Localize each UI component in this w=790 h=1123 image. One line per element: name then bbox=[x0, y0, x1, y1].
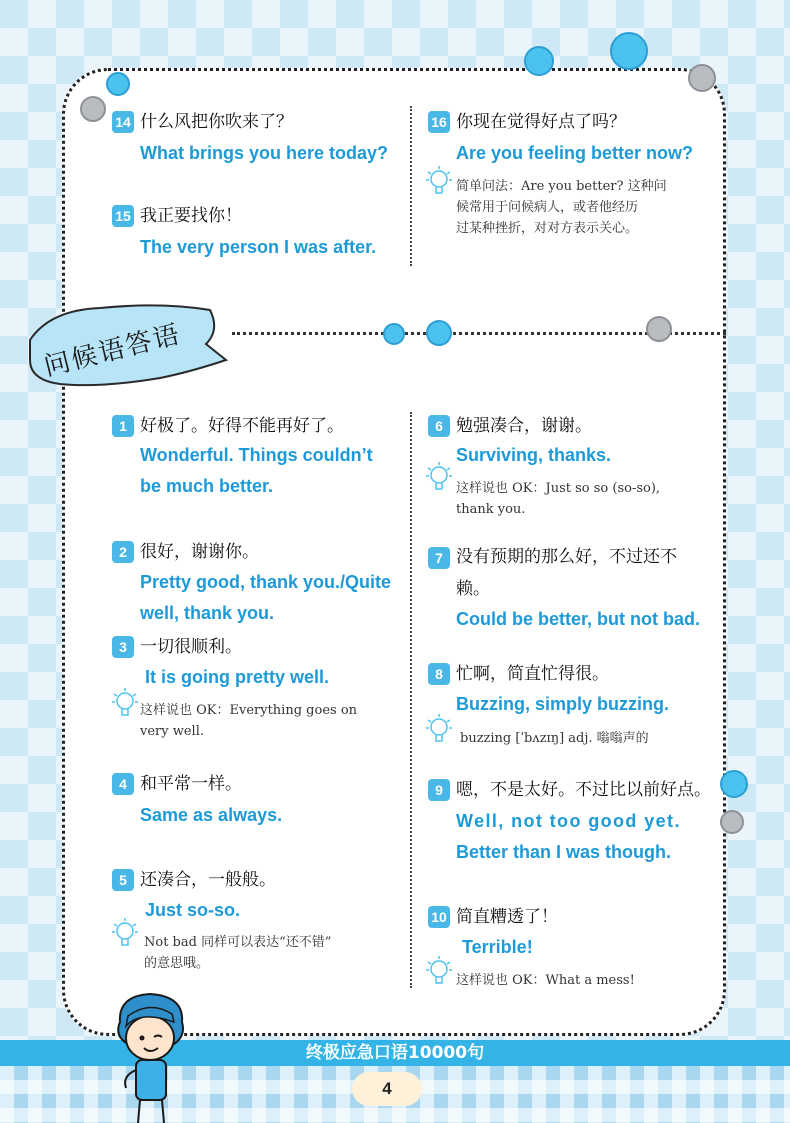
decor-dot bbox=[688, 64, 716, 92]
column-divider bbox=[410, 106, 412, 266]
section-title: 问候语答语 bbox=[41, 319, 185, 383]
phrase-english: It is going pretty well. bbox=[145, 667, 330, 687]
phrase-number: 14 bbox=[112, 111, 134, 133]
phrase-number: 1 bbox=[112, 415, 134, 437]
decor-dot bbox=[720, 770, 748, 798]
note-line: 这样说也 OK：Everything goes on bbox=[140, 703, 358, 718]
decor-dot bbox=[106, 72, 130, 96]
phrase-english bbox=[140, 567, 391, 629]
phrase-english bbox=[456, 806, 681, 868]
page-number: 4 bbox=[352, 1072, 422, 1106]
phrase-chinese: 还凑合，一般般。 bbox=[140, 870, 276, 890]
note-line: 这样说也 OK：What a mess! bbox=[456, 973, 635, 988]
phrase-english: Terrible! bbox=[462, 937, 533, 957]
phrase-english: What brings you here today? bbox=[140, 143, 389, 163]
decor-dot bbox=[524, 46, 554, 76]
phrase-english bbox=[140, 440, 373, 502]
decor-dot bbox=[426, 320, 452, 346]
note-line: 这样说也 OK：Just so so (so-so), bbox=[456, 481, 661, 496]
note-line: Not bad 同样可以表达“还不错” bbox=[144, 935, 332, 950]
decor-dot bbox=[646, 316, 672, 342]
lightbulb-icon bbox=[112, 688, 138, 724]
phrase-number: 7 bbox=[428, 547, 450, 569]
phrase-chinese: 我正要找你！ bbox=[140, 206, 242, 226]
phrase-chinese: 一切很顺利。 bbox=[140, 637, 242, 657]
note-line: very well. bbox=[140, 724, 204, 739]
decor-dot bbox=[610, 32, 648, 70]
column-divider bbox=[410, 412, 412, 988]
lightbulb-icon bbox=[426, 714, 452, 750]
phrase-number: 2 bbox=[112, 541, 134, 563]
lightbulb-icon bbox=[426, 956, 452, 992]
phrase-number: 15 bbox=[112, 205, 134, 227]
phrase-chinese: 你现在觉得好点了吗？ bbox=[456, 112, 626, 132]
usage-note bbox=[140, 700, 357, 742]
phrase-chinese: 简直糟透了！ bbox=[456, 907, 558, 927]
english-line: well, thank you. bbox=[140, 603, 275, 623]
phrase-number: 10 bbox=[428, 906, 450, 928]
english-line: be much better. bbox=[140, 476, 274, 496]
phrase-english: Same as always. bbox=[140, 805, 283, 825]
phrase-english: Just so-so. bbox=[145, 900, 241, 920]
phrase-english: Are you feeling better now? bbox=[456, 143, 694, 163]
lightbulb-icon bbox=[426, 462, 452, 498]
usage-note bbox=[456, 478, 660, 520]
usage-note bbox=[460, 728, 649, 749]
note-line: 候常用于问候病人，或者他经历 bbox=[456, 200, 639, 215]
decor-dot bbox=[80, 96, 106, 122]
chinese-line: 赖。 bbox=[456, 579, 490, 599]
phrase-chinese: 和平常一样。 bbox=[140, 774, 242, 794]
english-line: Wonderful. Things couldn’t bbox=[140, 445, 373, 465]
decor-dot bbox=[720, 810, 744, 834]
phrase-chinese: 嗯，不是太好。不过比以前好点。 bbox=[456, 780, 711, 800]
english-line: Better than I was though. bbox=[456, 842, 672, 862]
phrase-number: 3 bbox=[112, 636, 134, 658]
phrase-chinese: 很好，谢谢你。 bbox=[140, 542, 259, 562]
phrase-english: Surviving, thanks. bbox=[456, 445, 612, 465]
footer-title: 终极应急口语10000句 bbox=[305, 1043, 485, 1063]
chinese-line: 没有预期的那么好，不过还不 bbox=[456, 547, 677, 567]
lightbulb-icon bbox=[426, 166, 452, 202]
phrase-chinese bbox=[456, 541, 677, 605]
usage-note bbox=[144, 932, 331, 974]
phrase-number: 4 bbox=[112, 773, 134, 795]
phrase-english: Buzzing, simply buzzing. bbox=[456, 694, 669, 714]
phrase-chinese: 什么风把你吹来了？ bbox=[140, 112, 293, 132]
note-line: 简单问法：Are you better? 这种问 bbox=[456, 179, 667, 194]
note-line: 过某种挫折，对对方表示关心。 bbox=[456, 221, 639, 236]
phrase-chinese: 好极了。好得不能再好了。 bbox=[140, 416, 344, 436]
usage-note bbox=[456, 176, 667, 239]
note-line: 的意思哦。 bbox=[144, 956, 210, 971]
phrase-number: 6 bbox=[428, 415, 450, 437]
phrase-chinese: 忙啊，简直忙得很。 bbox=[456, 664, 609, 684]
english-line: Well, not too good yet. bbox=[456, 811, 681, 831]
cartoon-boy-mascot bbox=[100, 992, 200, 1123]
phrase-english: The very person I was after. bbox=[140, 237, 377, 257]
phrase-number: 16 bbox=[428, 111, 450, 133]
phrase-number: 8 bbox=[428, 663, 450, 685]
lightbulb-icon bbox=[112, 918, 138, 954]
note-line: buzzing [ˈbʌzɪŋ] adj. 嗡嗡声的 bbox=[460, 731, 649, 746]
phrase-english: Could be better, but not bad. bbox=[456, 609, 700, 629]
phrase-number: 9 bbox=[428, 779, 450, 801]
phrase-number: 5 bbox=[112, 869, 134, 891]
note-line: thank you. bbox=[456, 502, 526, 517]
english-line: Pretty good, thank you./Quite bbox=[140, 572, 392, 592]
phrase-chinese: 勉强凑合，谢谢。 bbox=[456, 416, 592, 436]
decor-dot bbox=[383, 323, 405, 345]
usage-note bbox=[456, 970, 635, 991]
